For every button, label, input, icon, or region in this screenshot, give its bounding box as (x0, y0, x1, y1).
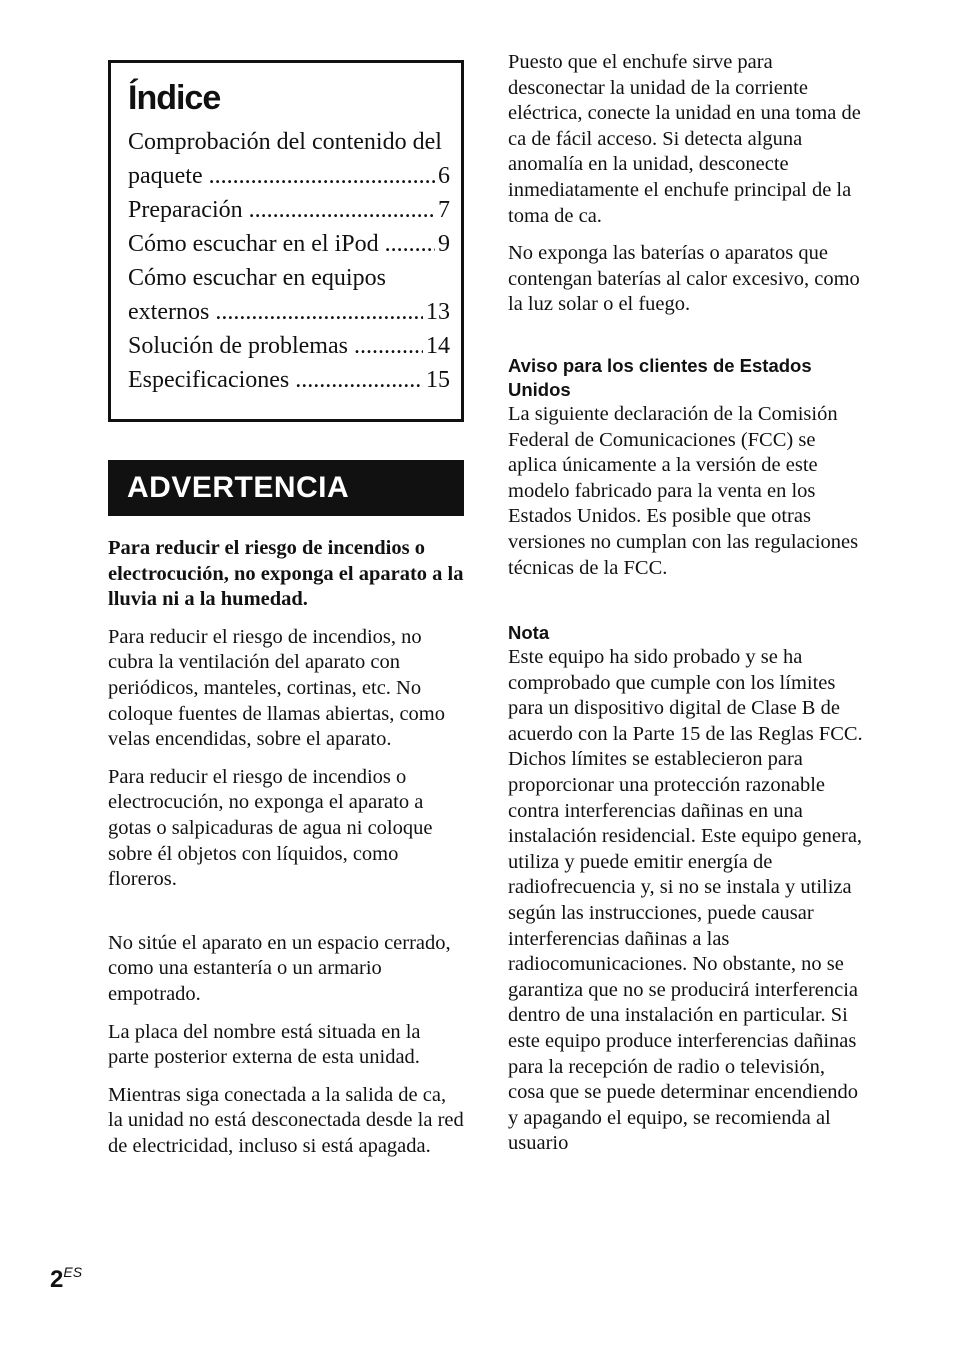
nota-body: Dichos límites se establecieron para proporcionar una protección razonable contra interferencias dañinas en una instalación residencial. Este equipo genera, utiliza y puede emitir energía de radiofrecuencia y, si no se instala y utiliza según las instrucciones, puede causar interferencias dañinas a las radiocomunicaciones. No obstante, no se garantiza que no se producirá interferencia dentro de una instalación en particular. Si este equipo produce interferencias dañinas para la recepción de radio o televisión, cosa que se puede determinar encendiendo y apagando el equipo, se recomienda al usuario (508, 748, 863, 1155)
warning-paragraph: La placa del nombre está situada en la parte posterior externa de esta unidad. (108, 1020, 421, 1069)
nota-heading: Nota (508, 622, 550, 644)
toc-entry-ipod[interactable] (128, 227, 455, 261)
toc-leader (209, 159, 435, 193)
toc-leader (295, 363, 423, 397)
page-number (50, 1264, 82, 1294)
toc-entry-page: 15 (426, 367, 450, 393)
toc-entry-page: 9 (438, 231, 450, 257)
toc-entry-label: Especificaciones (128, 367, 290, 393)
index-title: Índice (128, 79, 221, 117)
toc-entry-label: externos (128, 299, 210, 325)
toc-entry-externos[interactable] (128, 261, 455, 329)
page-number-value: 2 (50, 1266, 64, 1293)
us-customers-body: La siguiente declaración de la Comisión Federal de Comunicaciones (FCC) se aplica únicamente a la versión de este modelo fabricado para la venta en los Estados Unidos. Es posible que otras versiones no cumplan con las regulaciones técnicas de la FCC. (508, 402, 859, 579)
toc-entry-especificaciones[interactable] (128, 363, 455, 397)
toc-entry-label-line1: Comprobación del contenido del (128, 129, 442, 155)
warning-paragraph: Mientras siga conectada a la salida de ca, la unidad no está desconectada desde la red de electricidad, incluso si está apagada. (108, 1083, 464, 1157)
right-column (508, 50, 864, 1157)
plug-paragraph: Puesto que el enchufe sirve para desconectar la unidad de la corriente eléctrica, conecte la unidad en una toma de ca de fácil acceso. Si detecta alguna anomalía en la unidad, desconecte inmediatamente el enchufe principal de la toma de ca. (508, 51, 861, 227)
warning-bold-intro: Para reducir el riesgo de incendios o electrocución, no exponga el aparato a la lluvia ni a la humedad. (108, 537, 464, 611)
nota-body: Este equipo ha sido probado y se ha comprobado que cumple con los límites para un dispositivo digital de Clase B de acuerdo con la Parte 15 de las Reglas FCC. (508, 646, 863, 745)
warning-heading: ADVERTENCIA (108, 460, 464, 516)
toc-entry-page: 7 (438, 197, 450, 223)
toc-entry-label-line1: Cómo escuchar en equipos (128, 265, 386, 291)
index-box (108, 60, 464, 422)
toc-entry-preparacion[interactable] (128, 193, 455, 227)
us-customers-heading: Aviso para los clientes de Estados Unidos (508, 354, 812, 400)
battery-paragraph: No exponga las baterías o aparatos que contengan baterías al calor excesivo, como la luz solar o el fuego. (508, 242, 860, 316)
toc-entry-page: 6 (438, 163, 450, 189)
warning-paragraph: No sitúe el aparato en un espacio cerrado, como una estantería o un armario empotrado. (108, 931, 451, 1005)
toc-leader (354, 329, 423, 363)
toc-leader (249, 193, 435, 227)
toc-entry-page: 14 (426, 333, 450, 359)
toc-entry-label: Preparación (128, 197, 243, 223)
toc-entry-label: paquete (128, 163, 203, 189)
warning-paragraph: Para reducir el riesgo de incendios, no cubra la ventilación del aparato con periódicos, manteles, cortinas, etc. No coloque fuentes de llamas abiertas, como velas encendidas, sobre el aparato. (108, 625, 445, 751)
toc-list (128, 125, 455, 397)
toc-entry-page: 13 (426, 299, 450, 325)
page-lang: ES (63, 1264, 83, 1280)
toc-entry-label: Solución de problemas (128, 333, 348, 359)
toc-leader (385, 227, 435, 261)
toc-entry-contenido[interactable] (128, 125, 455, 193)
toc-entry-label: Cómo escuchar en el iPod (128, 231, 379, 257)
toc-entry-problemas[interactable] (128, 329, 455, 363)
left-column (108, 60, 464, 1159)
toc-leader (215, 295, 423, 329)
warning-paragraph: Para reducir el riesgo de incendios o electrocución, no exponga el aparato a gotas o salpicaduras de agua ni coloque sobre él objetos con líquidos, como floreros. (108, 765, 433, 891)
